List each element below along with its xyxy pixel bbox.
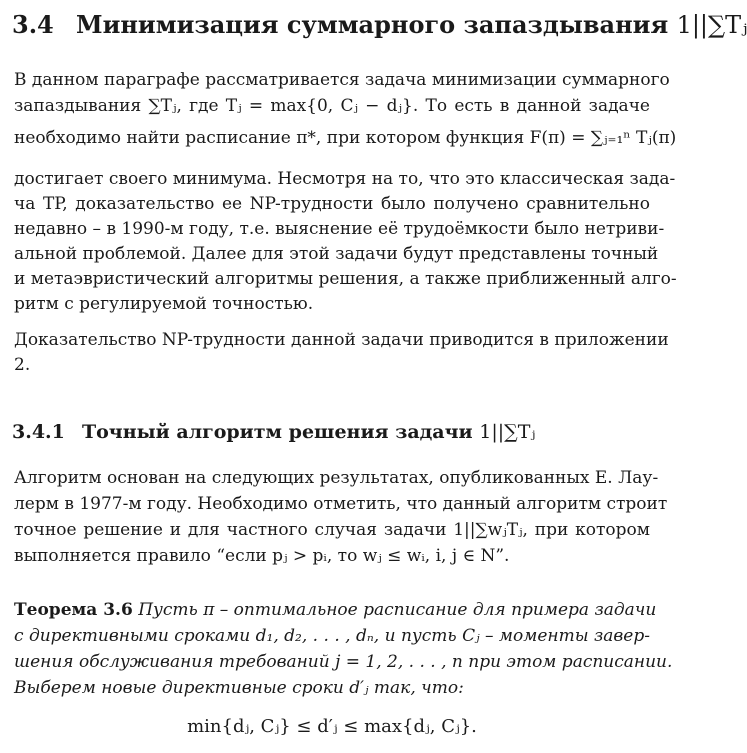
intro-line: и метаэвристический алгоритмы решения, а также приближенный алго-	[14, 269, 677, 289]
algorithm-line: выполняется правило “если pⱼ > pᵢ, то wⱼ ≤ wᵢ, i, j ∈ N”.	[14, 546, 510, 566]
intro-line: недавно – в 1990-м году, т.е. выяснение её трудоёмкости было нетриви-	[14, 219, 665, 239]
intro-line: ча TP, доказательство ее NP-трудности было получено сравнительно	[14, 194, 650, 214]
subsection-title: Точный алгоритм решения задачи	[82, 421, 473, 443]
proof-note-line: Доказательство NP-трудности данной задачи приводится в приложении	[14, 330, 669, 350]
subsection-number: 3.4.1	[12, 421, 65, 443]
intro-line: альной проблемой. Далее для этой задачи будут представлены точный	[14, 244, 659, 264]
intro-line: запаздывания ∑Tⱼ, где Tⱼ = max{0, Cⱼ − dⱼ}. То есть в данной задаче	[14, 96, 650, 116]
theorem-line	[14, 598, 657, 622]
section-heading	[12, 8, 747, 42]
subsection-heading	[12, 418, 535, 446]
section-number: 3.4	[12, 10, 54, 39]
intro-line: необходимо найти расписание π*, при котором функция F(π) = ∑ⱼ₌₁ⁿ Tⱼ(π)	[14, 128, 677, 148]
theorem-text: Пусть π – оптимальное расписание для примера задачи	[138, 600, 657, 620]
algorithm-line: лерм в 1977-м году. Необходимо отметить, что данный алгоритм строит	[14, 494, 668, 514]
algorithm-line: Алгоритм основан на следующих результатах, опубликованных Е. Лау-	[14, 468, 659, 488]
theorem-line: Выберем новые директивные сроки d′ⱼ так, что:	[14, 678, 464, 698]
theorem-label: Теорема 3.6	[14, 600, 133, 620]
theorem-line: с директивными сроками d₁, d₂, . . . , dₙ, и пусть Cⱼ – моменты завер-	[14, 626, 650, 646]
section-formula: 1||∑Tⱼ	[676, 11, 747, 39]
section-title: Минимизация суммарного запаздывания	[76, 10, 669, 39]
proof-note-line: 2.	[14, 355, 31, 375]
theorem-display-formula: min{dⱼ, Cⱼ} ≤ d′ⱼ ≤ max{dⱼ, Cⱼ}.	[187, 716, 477, 737]
intro-line: достигает своего минимума. Несмотря на то, что это классическая зада-	[14, 169, 676, 189]
intro-line: ритм с регулируемой точностью.	[14, 294, 314, 314]
subsection-formula: 1||∑Tⱼ	[479, 421, 536, 443]
theorem-line: шения обслуживания требований j = 1, 2, . . . , n при этом расписании.	[14, 652, 673, 672]
algorithm-line: точное решение и для частного случая задачи 1||∑wⱼTⱼ, при котором	[14, 520, 650, 540]
intro-line: В данном параграфе рассматривается задача минимизации суммарного	[14, 70, 670, 90]
